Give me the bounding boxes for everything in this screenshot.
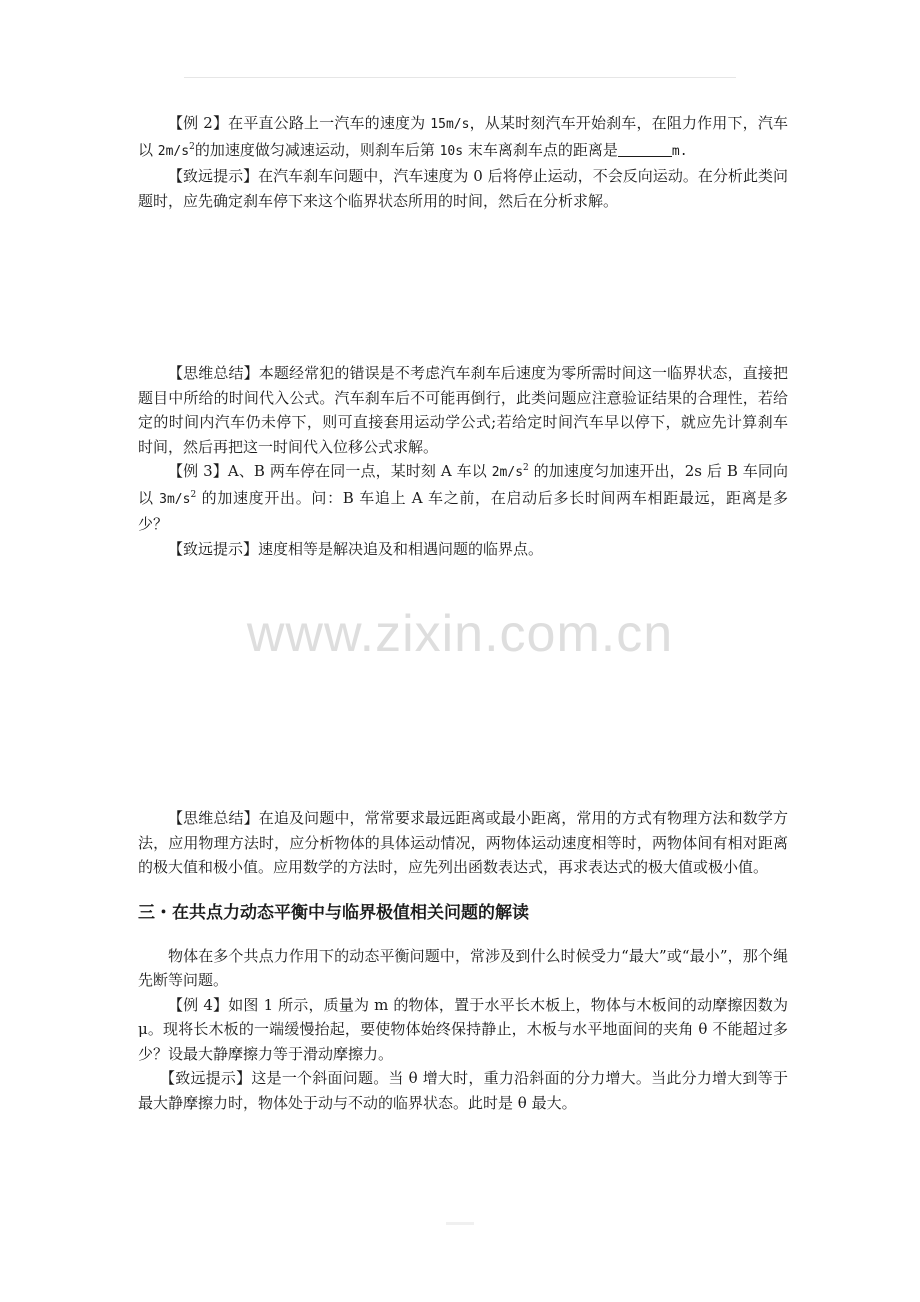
hint-3: 【致远提示】速度相等是解决追及和相遇问题的临界点。 (168, 539, 544, 558)
hint-2-tag: 【致远提示】 (168, 167, 259, 185)
example-4: 【例 4】如图 1 所示，质量为 m 的物体，置于水平长木板上，物体与木板间的动摩擦因数为 μ。现将长木板的一端缓慢抬起，要使物体始终保持静止，木板与水平地面间的夹角 θ 不能超过多少？设最大静摩擦力等于滑动摩擦力。 (138, 995, 789, 1063)
example-2-tag: 【例 2】 (168, 114, 229, 132)
summary-3-tag: 【思维总结】 (168, 809, 259, 827)
section-intro: 物体在多个共点力作用下的动态平衡问题中，常涉及到什么时候受力“最大”或“最小”，那个绳先断等问题。 (138, 946, 788, 989)
footer-mark (446, 1222, 474, 1225)
watermark: www.zixin.com.cn (246, 605, 674, 663)
example-2: 【例 2】在平直公路上一汽车的速度为 15m/s，从某时刻汽车开始刹车，在阻力作用下，汽车以 $2m/s^2$的加速度做匀减速运动，则刹车后第 10s 末车离刹车点的距离是 m. (138, 114, 788, 159)
section-heading: 三・在共点力动态平衡中与临界极值相关问题的解读 (138, 902, 529, 923)
example-4-tag: 【例 4】 (168, 995, 229, 1014)
blank-space (138, 213, 788, 361)
hint-4-tag: 【致远提示】 (160, 1069, 252, 1087)
summary-2-tag: 【思维总结】 (168, 364, 259, 382)
blank-space (138, 926, 788, 944)
answer-blank (618, 142, 672, 157)
example-3-tag: 【例 3】 (168, 462, 228, 480)
header-rule (184, 77, 736, 78)
hint-4: 【致远提示】这是一个斜面问题。当 θ 增大时，重力沿斜面的分力增大。当此分力增大到等于最大静摩擦力时，物体处于动与不动的临界状态。此时是 θ 最大。 (138, 1069, 788, 1112)
hint-3-tag: 【致远提示】 (168, 539, 259, 558)
summary-2: 【思维总结】本题经常犯的错误是不考虑汽车刹车后速度为零所需时间这一临界状态，直接把题目中所给的时间代入公式。汽车刹车后不可能再倒行，此类问题应注意验证结果的合理性，若给定的时间内汽车仍未停下，则可直接套用运动学公式;若给定时间汽车早以停下，就应先计算刹车时间，然后再把这一时间代入位移公式求解。 (138, 364, 788, 456)
example-3: 【例 3】A、B 两车停在同一点，某时刻 A 车以 $2m/s^2$ 的加速度匀加速开出，2s 后 B 车同向以 $3m/s^2$ 的加速度开出。问：B 车追上 A 车之前，在启动后多长时间两车相距最远，距离是多少？ (138, 462, 788, 533)
hint-2: 【致远提示】在汽车刹车问题中，汽车速度为 0 后将停止运动，不会反向运动。在分析此类问题时，应先确定刹车停下来这个临界状态所用的时间，然后在分析求解。 (138, 167, 788, 210)
blank-space (138, 880, 788, 900)
blank-space (138, 561, 788, 806)
summary-3: 【思维总结】在追及问题中，常常要求最远距离或最小距离，常用的方式有物理方法和数学方法，应用物理方法时，应分析物体的具体运动情况，两物体运动速度相等时，两物体间有相对距离的极大值和极小值。应用数学的方法时，应先列出函数表达式，再求表达式的极大值或极小值。 (138, 809, 788, 876)
